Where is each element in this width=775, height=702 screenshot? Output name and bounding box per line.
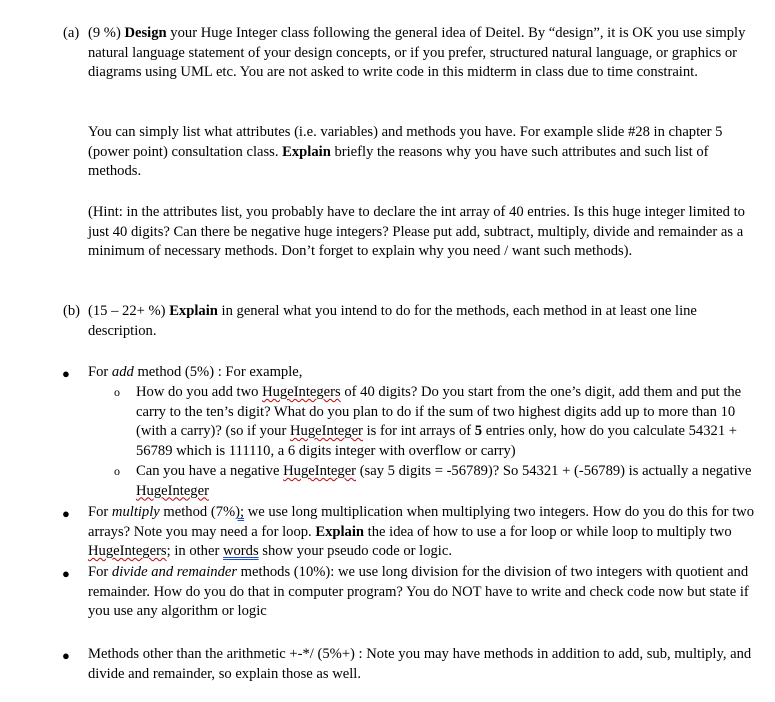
design-keyword: Design — [124, 25, 167, 41]
div-post: methods (10%): we use long division for the division of two integers with quotient and remainder. How do you do that in computer program? You do NOT have to write and check code now but state if you use any algorithm or logic — [88, 564, 749, 620]
sub1-bold5: 5 — [474, 423, 483, 440]
sub2-a: Can you have a negative — [136, 463, 284, 479]
add-post: method (5%) : For example, — [133, 364, 303, 380]
other-text: Methods other than the arithmetic +-*/ (5%+) : Note you may have methods in addition to add, sub, multiply, and divide and remainder, so explain those as well. — [88, 646, 752, 682]
bullet-divide — [88, 563, 760, 622]
part-b-label: (b) — [63, 303, 81, 319]
sub-bullet-icon: o — [114, 464, 120, 478]
mult-d: show your pseudo code or logic. — [258, 543, 452, 560]
sub1-b: of 40 digits? Do you start from the one’s digit, add them and put the carry to the ten’s digit? What do you plan to do if the sum of two highest digits add up to more than 10 (with a carry)? (so if your — [136, 384, 742, 440]
sub-bullet-icon: o — [114, 385, 120, 399]
sub1-w1: HugeIntegers — [262, 384, 341, 400]
add-italic: add — [111, 364, 134, 380]
part-b-paragraph — [88, 302, 760, 341]
part-a-text-2: You can simply list what attributes (i.e. variables) and methods you have. For example slide #28 in chapter 5 (power point) consultation class. — [88, 124, 723, 160]
bullet-icon: ● — [62, 366, 70, 381]
sub1-a: How do you add two — [136, 384, 263, 400]
part-a-paragraph-2 — [88, 123, 760, 182]
bullet-add — [88, 363, 760, 383]
div-pre: For — [88, 564, 112, 580]
mult-semi: ; — [240, 504, 245, 520]
sub-item-add-digits — [136, 383, 760, 461]
explain-keyword: Explain — [282, 143, 331, 160]
mult-b: the idea of how to use a for loop or while loop to multiply two — [364, 523, 732, 540]
bullet-multiply — [88, 503, 760, 562]
sub2-w1: HugeInteger — [283, 463, 357, 479]
mult-w2: words — [222, 543, 259, 560]
mult-a: we use long multiplication when multiplying two integers. How do you do this for two arrays? Note you may need a for loop. — [88, 504, 755, 540]
add-pre: For — [88, 364, 112, 380]
mult-paren: ) — [235, 504, 241, 520]
mult-w1: HugeIntegers — [88, 543, 167, 560]
sub2-b: (say 5 digits = -56789)? So 54321 + (-56789) is actually a negative — [356, 463, 752, 479]
mult-mid: method (7% — [159, 504, 236, 520]
sub2-w2: HugeInteger — [136, 482, 209, 499]
mult-pre: For — [88, 504, 112, 520]
mult-c: ; in other — [166, 543, 223, 560]
bullet-icon: ● — [62, 506, 70, 521]
part-a-marks: (9 %) — [88, 25, 121, 41]
sub1-d: entries only, how do you calculate 54321 + 56789 which is 111110, a 6 digits integer with overflow or carry) — [136, 423, 737, 459]
part-a-hint — [88, 203, 760, 262]
sub1-w2: HugeInteger — [289, 423, 363, 440]
part-a-label: (a) — [63, 25, 80, 41]
mult-italic: multiply — [111, 504, 160, 520]
part-a-text-2b: briefly the reasons why you have such attributes and such list of methods. — [88, 143, 709, 180]
part-a-paragraph-1 — [88, 24, 760, 83]
bullet-icon: ● — [62, 566, 70, 581]
mult-bold: Explain — [315, 523, 365, 540]
bullet-icon: ● — [62, 648, 70, 663]
bullet-other-methods — [88, 645, 760, 684]
div-italic: divide and remainder — [111, 564, 238, 580]
sub-item-negative — [136, 462, 760, 501]
part-b-marks: (15 – 22+ %) — [88, 303, 166, 319]
part-b-explain-keyword: Explain — [169, 303, 218, 319]
part-b-text: in general what you intend to do for the methods, each method in at least one line description. — [88, 303, 697, 339]
part-a-text-1: your Huge Integer class following the general idea of Deitel. By “design”, it is OK you use simply natural language statement of your design concepts, or if you prefer, structured natural language, or graphics or diagrams using UML etc. You are not asked to write code in this midterm in class due to time constraint. — [88, 25, 746, 81]
part-a-hint-text: (Hint: in the attributes list, you probably have to declare the int array of 40 entries. Is this huge integer limited to just 40 digits? Can there be negative huge integers? Please put add, subtract, multiply, divide and remainder as a minimum of necessary methods. Don’t forget to explain why you need / want such methods). — [88, 204, 745, 260]
sub1-c: is for int arrays of — [362, 423, 475, 440]
